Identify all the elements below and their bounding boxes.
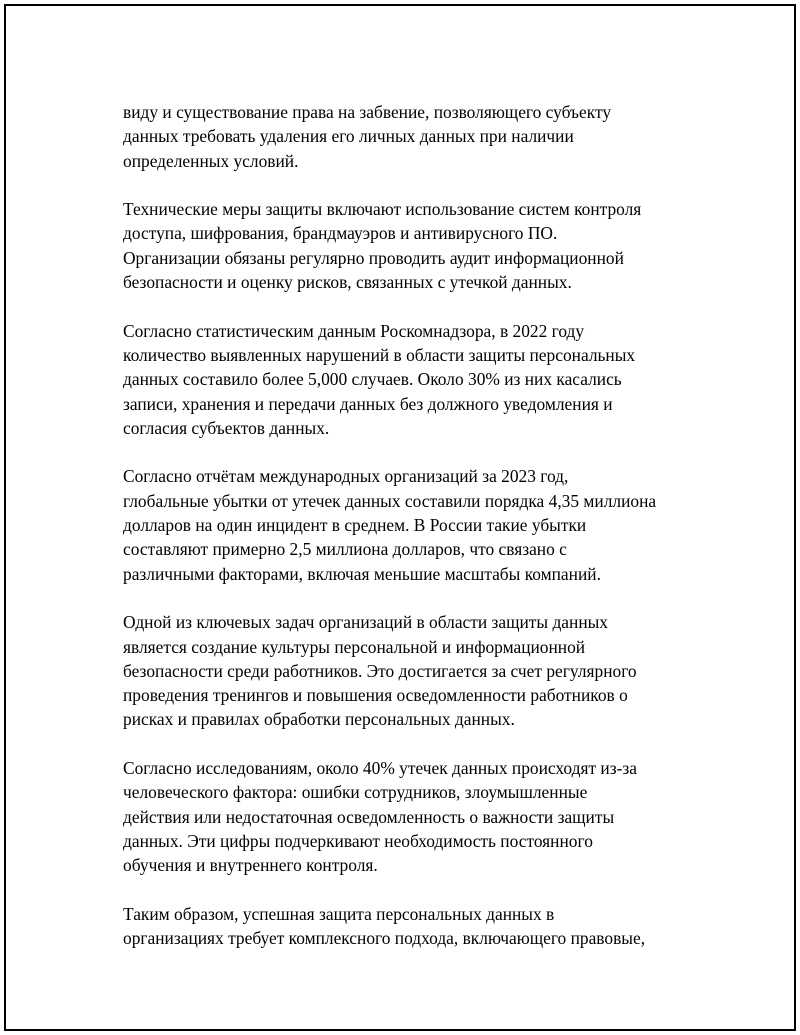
text-line: Таким образом, успешная защита персональных данных в [123,903,555,924]
text-line: проведения тренингов и повышения осведомленности работников о [123,685,628,706]
text-line: составляют примерно 2,5 миллиона долларов, что связано с [123,539,567,560]
paragraph-right-to-be-forgotten [123,100,708,173]
text-line: организациях требует комплексного подхода, включающего правовые, [123,928,646,949]
text-line: доступа, шифрования, брандмауэров и антивирусного ПО. [123,223,558,244]
text-line: различными факторами, включая меньшие масштабы компаний. [123,563,601,584]
text-line: является создание культуры персональной и информационной [123,636,586,657]
text-line: данных. Эти цифры подчеркивают необходимость постоянного [123,830,593,851]
text-line: действия или недостаточная осведомленность о важности защиты [123,806,615,827]
paragraph-technical-measures [123,197,708,294]
text-line: записи, хранения и передачи данных без должного уведомления и [123,393,613,414]
text-line: Одной из ключевых задач организаций в области защиты данных [123,612,609,633]
text-line: человеческого фактора: ошибки сотрудников, злоумышленные [123,782,588,803]
text-line: Согласно статистическим данным Роскомнадзора, в 2022 году [123,320,585,341]
paragraph-human-factor [123,756,708,877]
text-line: данных требовать удаления его личных данных при наличии [123,126,574,147]
paragraph-roskomnadzor-statistics [123,319,708,440]
text-line: виду и существование права на забвение, позволяющего субъекту [123,102,612,122]
text-line: Согласно отчётам международных организаций за 2023 год, [123,466,569,487]
text-line: обучения и внутреннего контроля. [123,855,378,876]
text-line: глобальные убытки от утечек данных составили порядка 4,35 миллиона [123,490,657,511]
text-line: долларов на один инцидент в среднем. В России такие убытки [123,515,587,536]
text-line: рисках и правилах обработки персональных данных. [123,709,515,730]
paragraph-conclusion [123,902,708,951]
text-line: определенных условий. [123,150,299,171]
text-line: Организации обязаны регулярно проводить аудит информационной [123,247,624,268]
text-line: Согласно исследованиям, около 40% утечек данных происходят из-за [123,758,637,779]
document-body [123,100,708,975]
text-line: безопасности среди работников. Это достигается за счет регулярного [123,660,637,681]
text-line: количество выявленных нарушений в области защиты персональных [123,344,636,365]
text-line: согласия субъектов данных. [123,417,330,438]
text-line: безопасности и оценку рисков, связанных с утечкой данных. [123,272,572,293]
page-frame [4,4,796,1031]
paragraph-security-culture [123,610,708,731]
text-line: Технические меры защиты включают использование систем контроля [123,199,642,220]
paragraph-international-losses [123,464,708,585]
text-line: данных составило более 5,000 случаев. Около 30% из них касались [123,369,622,390]
